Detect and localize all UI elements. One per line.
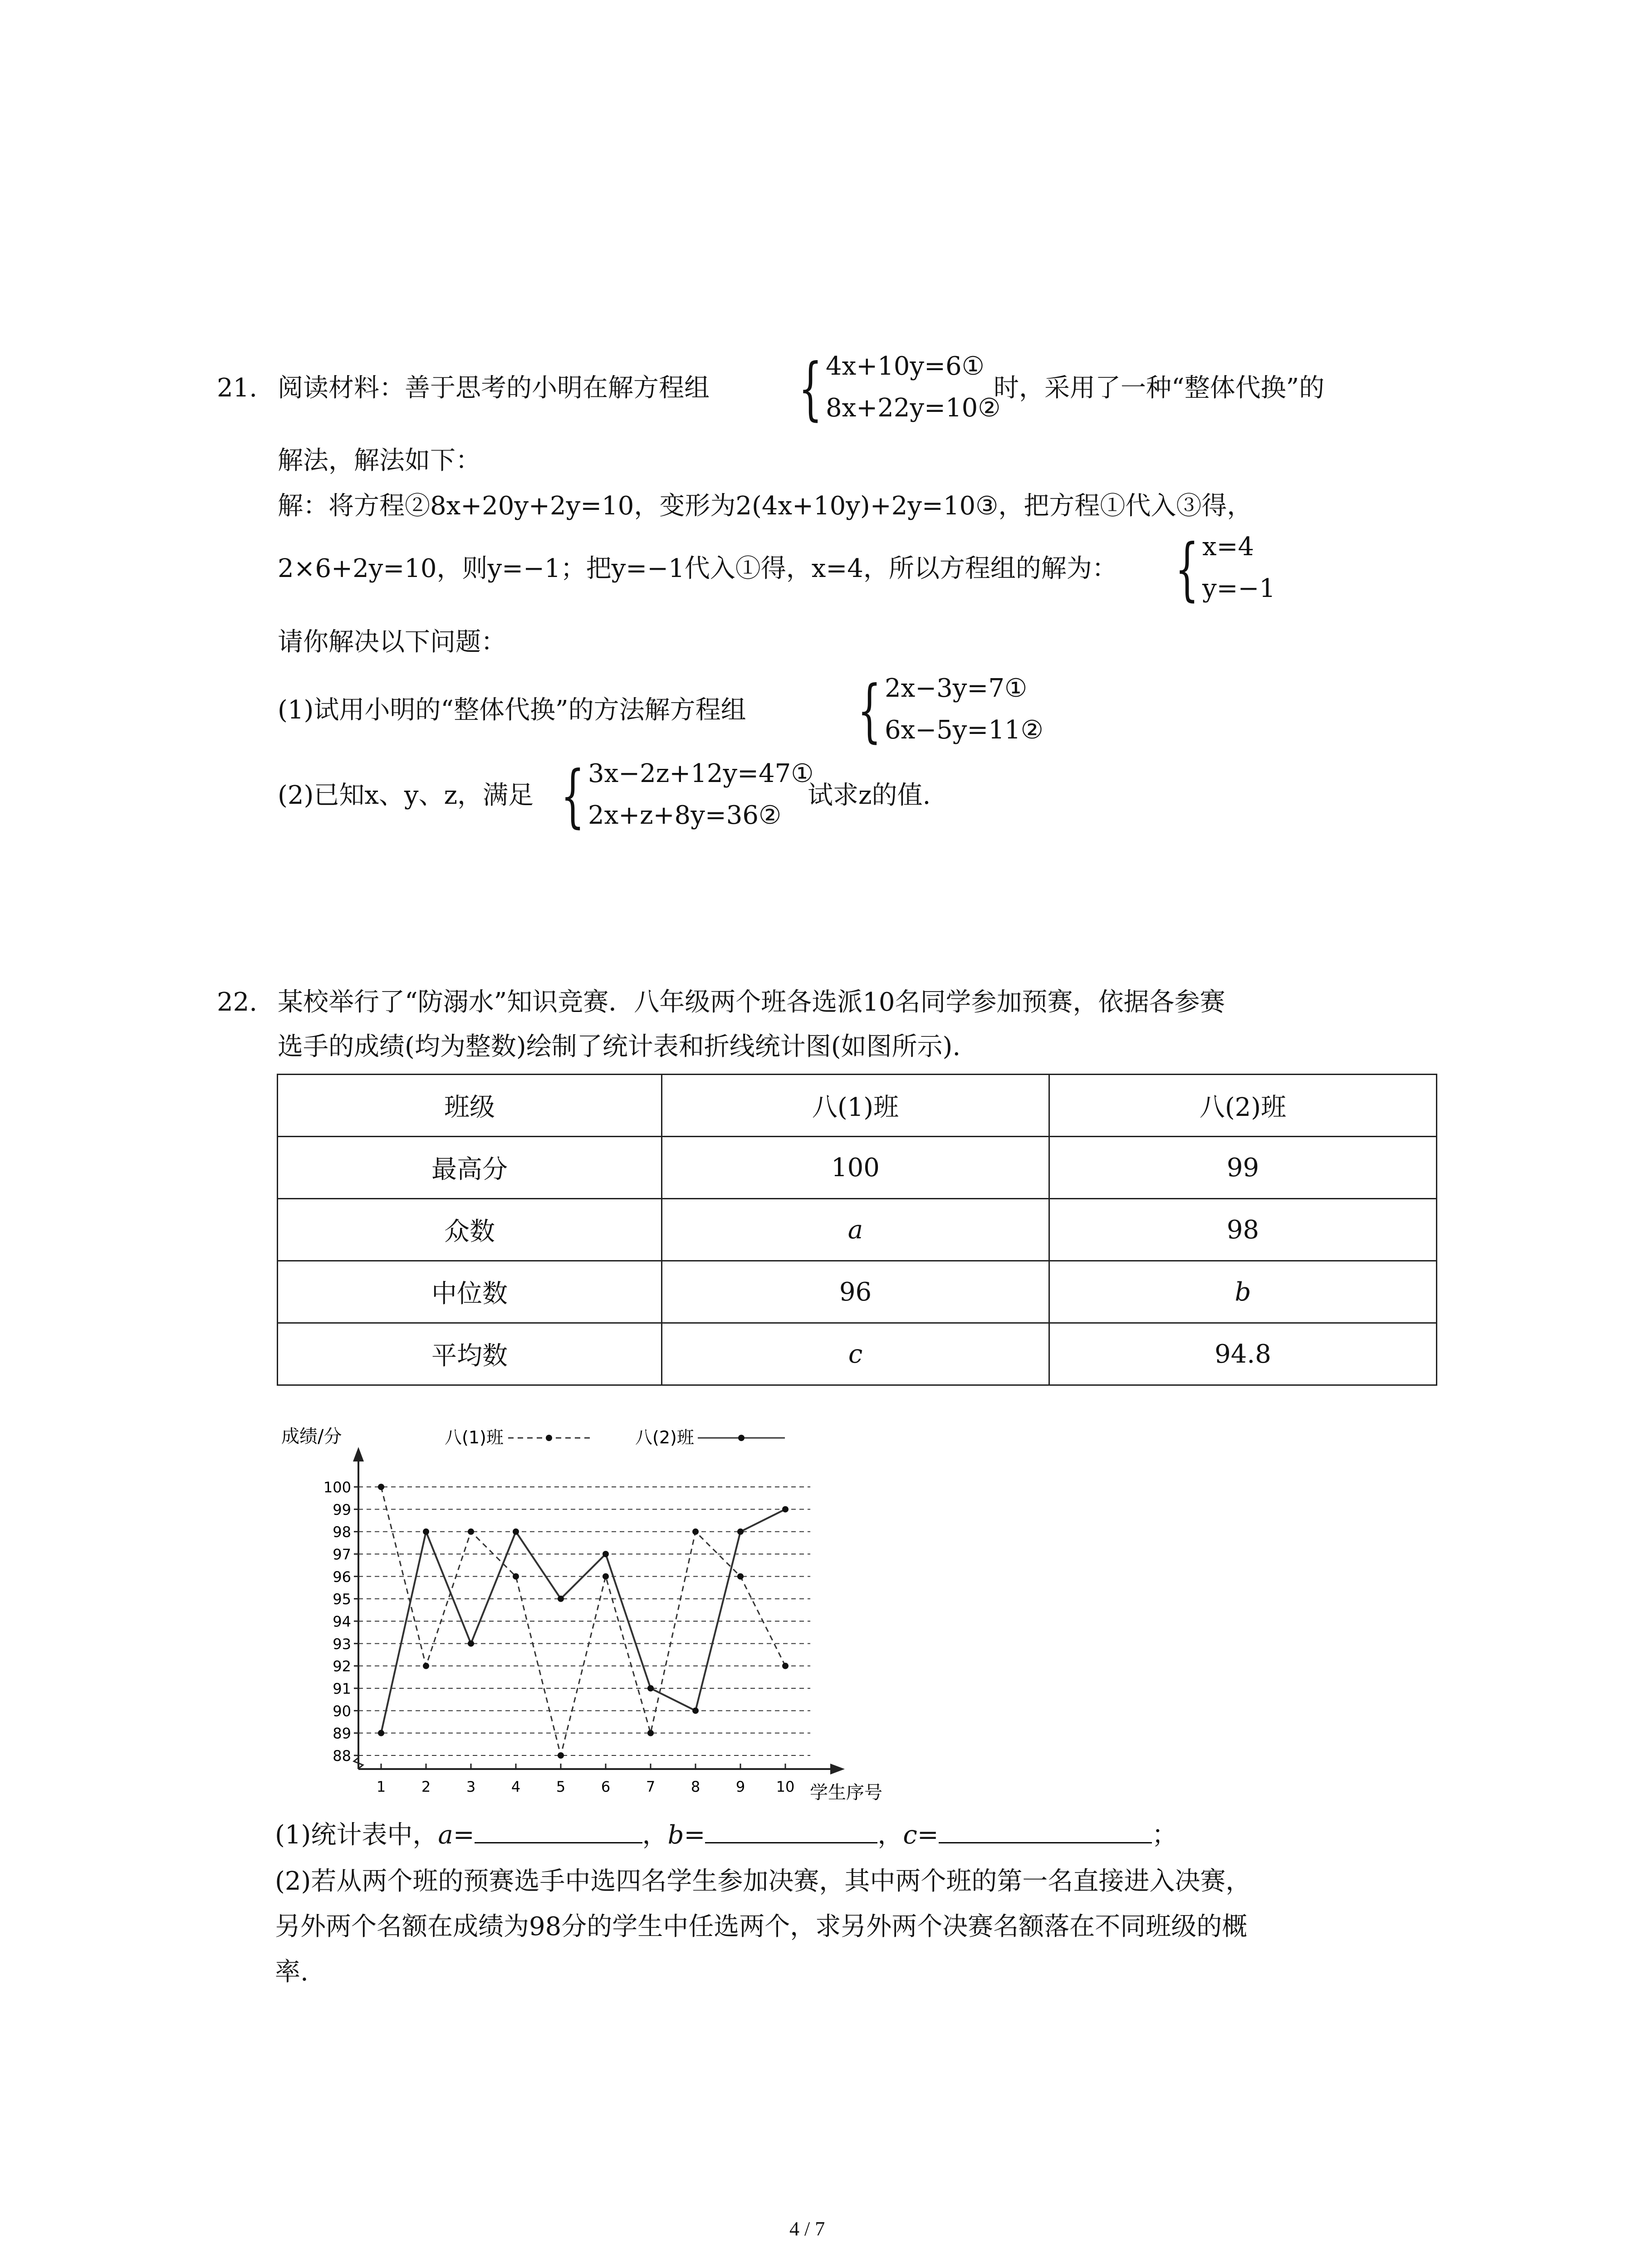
legend-label: 八(2)班 [635, 1427, 694, 1447]
table-header-row [278, 1075, 1437, 1137]
q21-solution-line-2: 2×6+2y=10，则y=−1；把y=−1代入①得，x=4，所以方程组的解为： [278, 554, 1117, 583]
data-point [692, 1529, 699, 1535]
chart-x-axis-label: 学生序号 [810, 1782, 882, 1803]
data-point [737, 1529, 744, 1535]
equation-line: 3x−2z+12y=47① [588, 759, 814, 788]
answer-blank-b[interactable] [705, 1817, 877, 1843]
table-cell: b [1049, 1261, 1437, 1323]
table-cell: 99 [1049, 1137, 1437, 1199]
y-tick-label: 97 [333, 1546, 351, 1563]
data-point [558, 1596, 564, 1602]
equation-line: x=4 [1202, 532, 1254, 562]
q22-intro-line-1: 某校举行了“防溺水”知识竞赛．八年级两个班各选派10名同学参加预赛，依据各参赛 [278, 987, 1225, 1017]
page-number: 4 / 7 [789, 2218, 825, 2240]
q21-solution-line-1: 解：将方程②8x+20y+2y=10，变形为2(4x+10y)+2y=10③，把方程①代入③得， [278, 491, 1253, 521]
data-point [513, 1529, 519, 1535]
table-row [278, 1261, 1437, 1323]
x-tick-label: 1 [376, 1778, 386, 1795]
q21-prompt-line: 请你解决以下问题： [278, 627, 506, 657]
q21-number: 21. [217, 373, 258, 403]
y-tick-label: 91 [333, 1680, 351, 1697]
table-cell: 98 [1049, 1199, 1437, 1261]
data-point [692, 1707, 699, 1714]
table-header-cell: 八(1)班 [662, 1075, 1049, 1137]
legend-marker [546, 1435, 552, 1441]
chart-legend [445, 1427, 785, 1447]
x-axis-arrow [830, 1764, 845, 1774]
x-tick-label: 5 [556, 1778, 566, 1795]
y-tick-label: 89 [333, 1725, 351, 1742]
chart-gridlines [358, 1487, 810, 1755]
q22-part1-line [275, 1817, 1177, 1852]
q22-intro-line-2: 选手的成绩(均为整数)绘制了统计表和折线统计图(如图所示). [278, 1032, 961, 1061]
legend-marker [738, 1435, 745, 1441]
y-tick-label: 92 [333, 1657, 351, 1675]
q21-part2-tail: 试求z的值. [808, 781, 931, 810]
table-cell: c [662, 1323, 1049, 1385]
y-tick-label: 100 [323, 1479, 351, 1496]
q21-part1-text: (1)试用小明的“整体代换”的方法解方程组 [278, 695, 746, 725]
equation-line: 4x+10y=6① [826, 352, 985, 381]
y-tick-label: 99 [333, 1501, 351, 1519]
data-point [423, 1529, 429, 1535]
data-point [378, 1730, 384, 1736]
y-tick-label: 94 [333, 1613, 351, 1630]
table-cell: 94.8 [1049, 1323, 1437, 1385]
answer-blank-c[interactable] [939, 1817, 1152, 1843]
exam-page: 21. 阅读材料：善于思考的小明在解方程组 { 4x+10y=6① 8x+22y=10② 时，采用了一种“整体代换”的 解法，解法如下： 解：将方程②8x+20y+2y=10，变形为2(4x+10y)+2y=10③，把方程①代入③得， 2×6+2y=10，则y=−1；把y=−1代入①得，x=4，所以方程组的解为： { x=4 y=−1 请你解决以下问题： (1)试用小明的“整体代换”的方法解方程组 { 2x−3y=7① 6x−5y=11② (2)已知x、y、z，满足 { 3x−2z+12y=47① 2x+z+8y=36② 试求z的值. 22. 某校举行了“防溺水”知识竞赛．八年级两个班各选派10名同学参加预赛，依据各参赛 选手的成绩(均为整数)绘制了统计表和折线统计图(如图所示). 班级 八(1)班 八(2)班 最高分 100 99 众数 a 98 中位数 96 b 平均数 c 94.8 88 89 90 91 92 93 94 95 96 97 98 99 100 1 2 3 4 5 6 7 8 9 10 八(1)班 八(2)班 成绩/分 学生序号 (1)统计表中，a= ，b= ，c= ； (2)若从两个班的预赛选手中选四名学生参加决赛，其中两个班的第一名直接进入决赛， 另外两个名额在成绩为98分的学生中任选两个，求另外两个决赛名额落在不同班级的概 率. 4 / 7 [0, 0, 1641, 2268]
table-cell: 最高分 [278, 1137, 662, 1199]
legend-label: 八(1)班 [445, 1427, 504, 1447]
score-line-chart [272, 1420, 916, 1819]
y-tick-label: 93 [333, 1635, 351, 1653]
data-point [423, 1663, 429, 1669]
data-point [647, 1685, 654, 1691]
equation-line: 8x+22y=10② [826, 393, 1001, 423]
separator: ， [642, 1820, 668, 1850]
data-point [513, 1573, 519, 1579]
data-point [468, 1640, 474, 1647]
x-tick-label: 9 [735, 1778, 745, 1795]
y-axis-arrow [353, 1447, 364, 1461]
x-tick-label: 7 [646, 1778, 656, 1795]
statistics-table [277, 1074, 1437, 1386]
equation-line: 2x+z+8y=36② [588, 801, 782, 830]
q22-part2-line-1: (2)若从两个班的预赛选手中选四名学生参加决赛，其中两个班的第一名直接进入决赛， [275, 1867, 1251, 1896]
table-cell: 中位数 [278, 1261, 662, 1323]
blank-a-label: a= [438, 1820, 475, 1850]
q21-intro-text: 阅读材料：善于思考的小明在解方程组 [278, 373, 710, 403]
chart-axes [353, 1447, 845, 1774]
table-cell: 平均数 [278, 1323, 662, 1385]
table-header-cell: 班级 [278, 1075, 662, 1137]
y-tick-label: 95 [333, 1590, 351, 1608]
data-point [647, 1730, 654, 1736]
x-tick-label: 6 [601, 1778, 611, 1795]
table-cell: a [662, 1199, 1049, 1261]
equation-line: y=−1 [1202, 574, 1276, 603]
blank-b-label: b= [667, 1820, 705, 1850]
separator: ， [877, 1820, 903, 1850]
blank-c-label: c= [903, 1820, 939, 1850]
q21-part2-text: (2)已知x、y、z，满足 [278, 781, 534, 810]
data-point [558, 1752, 564, 1759]
data-point [782, 1506, 789, 1512]
table-row [278, 1199, 1437, 1261]
x-tick-label: 4 [511, 1778, 521, 1795]
table-header-cell: 八(2)班 [1049, 1075, 1437, 1137]
table-cell: 100 [662, 1137, 1049, 1199]
table-row [278, 1323, 1437, 1385]
y-tick-label: 90 [333, 1702, 351, 1720]
data-point [603, 1573, 609, 1579]
q22-part1-prefix: (1)统计表中， [275, 1820, 438, 1850]
terminator: ； [1151, 1820, 1177, 1850]
q22-number: 22. [217, 987, 258, 1017]
x-tick-label: 2 [421, 1778, 431, 1795]
answer-blank-a[interactable] [475, 1817, 642, 1843]
x-tick-label: 3 [466, 1778, 476, 1795]
table-cell: 96 [662, 1261, 1049, 1323]
y-tick-label: 98 [333, 1523, 351, 1541]
equation-line: 6x−5y=11② [885, 715, 1043, 745]
q22-part2-line-2: 另外两个名额在成绩为98分的学生中任选两个，求另外两个决赛名额落在不同班级的概 [275, 1912, 1248, 1941]
q22-part2-line-3: 率. [275, 1957, 309, 1987]
x-tick-label: 8 [691, 1778, 700, 1795]
q21-intro-tail: 时，采用了一种“整体代换”的 [994, 373, 1325, 403]
data-point [737, 1573, 744, 1579]
data-point [378, 1484, 384, 1490]
x-tick-label: 10 [776, 1778, 795, 1795]
data-point [782, 1663, 789, 1669]
table-cell: 众数 [278, 1199, 662, 1261]
data-point [468, 1529, 474, 1535]
chart-y-axis-label: 成绩/分 [281, 1426, 342, 1447]
y-tick-label: 96 [333, 1568, 351, 1586]
data-point [603, 1551, 609, 1557]
table-row [278, 1137, 1437, 1199]
q21-method-line: 解法，解法如下： [278, 446, 481, 475]
y-tick-label: 88 [333, 1747, 351, 1765]
equation-line: 2x−3y=7① [885, 674, 1028, 703]
